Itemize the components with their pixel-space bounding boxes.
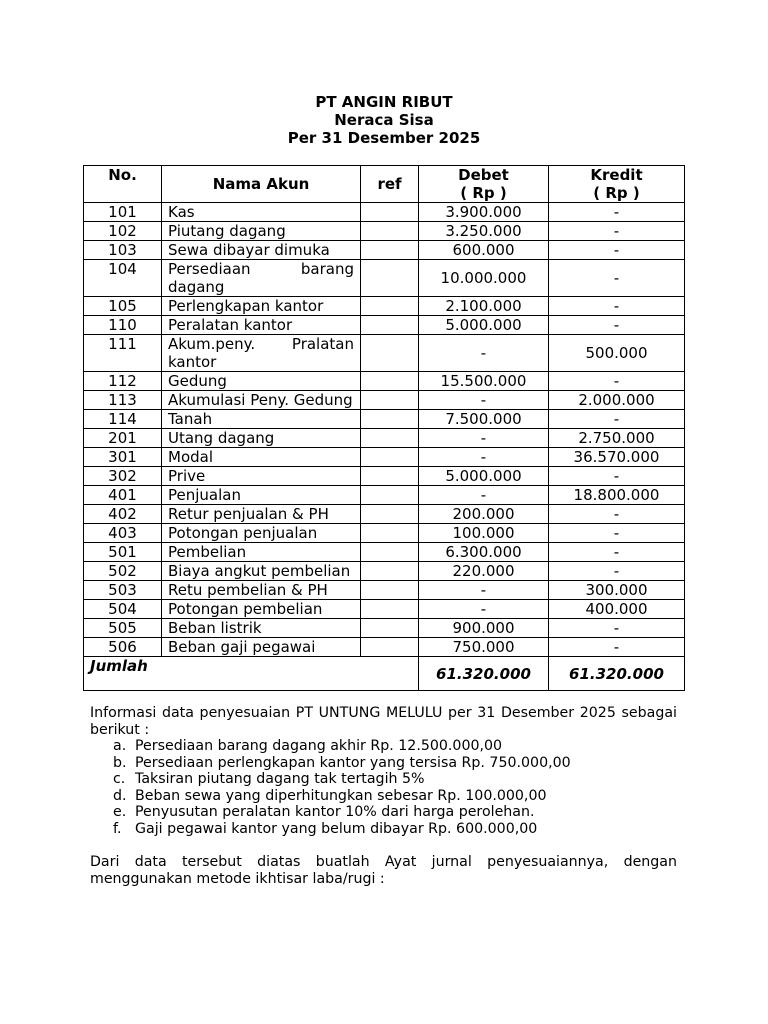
account-number: 105	[84, 297, 162, 316]
account-name: Gedung	[162, 372, 361, 391]
kredit-value: -	[549, 562, 685, 581]
table-header-row	[84, 166, 685, 203]
col-header-ref: ref	[361, 166, 419, 203]
table-row	[84, 448, 685, 467]
table-row	[84, 372, 685, 391]
list-item	[113, 755, 571, 772]
list-item-text: Penyusutan peralatan kantor 10% dari harga perolehan.	[135, 804, 535, 820]
account-ref	[361, 581, 419, 600]
table-row	[84, 505, 685, 524]
account-name: Potongan penjualan	[162, 524, 361, 543]
kredit-value: 18.800.000	[549, 486, 685, 505]
info-closing: Dari data tersebut diatas buatlah Ayat jurnal penyesuaiannya, dengan menggunakan metode ikhtisar laba/rugi :	[90, 854, 677, 887]
col-header-kredit	[549, 166, 685, 203]
debet-value: -	[419, 581, 549, 600]
debet-value: -	[419, 600, 549, 619]
account-number: 401	[84, 486, 162, 505]
kredit-value: -	[549, 410, 685, 429]
table-row	[84, 203, 685, 222]
account-number: 104	[84, 260, 162, 297]
account-ref	[361, 448, 419, 467]
debet-value: 6.300.000	[419, 543, 549, 562]
list-item-text: Gaji pegawai kantor yang belum dibayar Rp. 600.000,00	[135, 820, 538, 837]
kredit-value: 400.000	[549, 600, 685, 619]
account-name: Beban listrik	[162, 619, 361, 638]
debet-value: -	[419, 391, 549, 410]
kredit-value: -	[549, 222, 685, 241]
debet-value: -	[419, 486, 549, 505]
list-item-letter: e.	[113, 804, 127, 820]
account-number: 502	[84, 562, 162, 581]
debet-value: 200.000	[419, 505, 549, 524]
table-row	[84, 241, 685, 260]
kredit-value: -	[549, 372, 685, 391]
account-ref	[361, 486, 419, 505]
account-name: Sewa dibayar dimuka	[162, 241, 361, 260]
account-number: 301	[84, 448, 162, 467]
table-row	[84, 297, 685, 316]
debet-value: 900.000	[419, 619, 549, 638]
kredit-value: -	[549, 524, 685, 543]
list-item	[113, 821, 571, 838]
kredit-value: 300.000	[549, 581, 685, 600]
list-item	[113, 804, 571, 821]
debet-value: -	[419, 448, 549, 467]
account-number: 201	[84, 429, 162, 448]
account-ref	[361, 335, 419, 372]
total-label: Jumlah	[84, 657, 419, 691]
account-name: Biaya angkut pembelian	[162, 562, 361, 581]
table-row	[84, 410, 685, 429]
col-header-kredit-line1: Kredit	[590, 166, 643, 184]
table-row	[84, 619, 685, 638]
kredit-value: -	[549, 505, 685, 524]
account-number: 103	[84, 241, 162, 260]
kredit-value: -	[549, 467, 685, 486]
list-item-letter: c.	[113, 771, 126, 787]
account-name: Beban gaji pegawai	[162, 638, 361, 657]
total-kredit: 61.320.000	[549, 657, 685, 691]
account-name: Modal	[162, 448, 361, 467]
debet-value: 600.000	[419, 241, 549, 260]
list-item-letter: f.	[113, 820, 122, 837]
account-ref	[361, 372, 419, 391]
table-row	[84, 467, 685, 486]
debet-value: 750.000	[419, 638, 549, 657]
table-row	[84, 524, 685, 543]
table-row	[84, 391, 685, 410]
account-number: 504	[84, 600, 162, 619]
document-date: Per 31 Desember 2025	[287, 129, 481, 147]
debet-value: -	[419, 429, 549, 448]
kredit-value: 2.750.000	[549, 429, 685, 448]
account-ref	[361, 391, 419, 410]
list-item	[113, 788, 571, 805]
account-name: Penjualan	[162, 486, 361, 505]
document-title: Neraca Sisa	[334, 111, 434, 129]
account-name: Tanah	[162, 410, 361, 429]
account-number: 503	[84, 581, 162, 600]
table-row	[84, 335, 685, 372]
account-number: 102	[84, 222, 162, 241]
account-number: 302	[84, 467, 162, 486]
debet-value: 7.500.000	[419, 410, 549, 429]
account-name: Prive	[162, 467, 361, 486]
kredit-value: -	[549, 203, 685, 222]
col-header-debet-line2: ( Rp )	[460, 184, 507, 202]
total-debet: 61.320.000	[419, 657, 549, 691]
account-number: 111	[84, 335, 162, 372]
table-row	[84, 486, 685, 505]
account-name: Persediaan barang dagang	[162, 260, 361, 297]
col-header-debet-line1: Debet	[458, 166, 509, 184]
account-number: 110	[84, 316, 162, 335]
account-number: 114	[84, 410, 162, 429]
kredit-value: -	[549, 619, 685, 638]
account-name: Perlengkapan kantor	[162, 297, 361, 316]
account-ref	[361, 524, 419, 543]
debet-value: 220.000	[419, 562, 549, 581]
account-ref	[361, 600, 419, 619]
account-name: Kas	[162, 203, 361, 222]
list-item	[113, 738, 571, 755]
table-row	[84, 222, 685, 241]
col-header-name: Nama Akun	[162, 166, 361, 203]
account-ref	[361, 222, 419, 241]
account-number: 112	[84, 372, 162, 391]
account-name: Potongan pembelian	[162, 600, 361, 619]
list-item-text: Beban sewa yang diperhitungkan sebesar Rp. 100.000,00	[135, 787, 547, 804]
account-ref	[361, 203, 419, 222]
list-item-text: Taksiran piutang dagang tak tertagih 5%	[135, 771, 425, 787]
table-row	[84, 638, 685, 657]
list-item	[113, 771, 571, 788]
table-row	[84, 429, 685, 448]
account-number: 113	[84, 391, 162, 410]
adjustment-list	[113, 738, 571, 837]
account-number: 505	[84, 619, 162, 638]
account-name: Retu pembelian & PH	[162, 581, 361, 600]
account-name: Akumulasi Peny. Gedung	[162, 391, 361, 410]
list-item-letter: a.	[113, 738, 127, 754]
list-item-letter: d.	[113, 787, 127, 804]
account-number: 101	[84, 203, 162, 222]
account-ref	[361, 467, 419, 486]
list-item-text: Persediaan barang dagang akhir Rp. 12.500.000,00	[135, 738, 503, 754]
account-name: Peralatan kantor	[162, 316, 361, 335]
list-item-text: Persediaan perlengkapan kantor yang tersisa Rp. 750.000,00	[135, 754, 571, 771]
account-name: Piutang dagang	[162, 222, 361, 241]
debet-value: 5.000.000	[419, 316, 549, 335]
account-ref	[361, 543, 419, 562]
account-ref	[361, 297, 419, 316]
trial-balance-table	[83, 165, 685, 691]
account-ref	[361, 638, 419, 657]
debet-value: 5.000.000	[419, 467, 549, 486]
account-number: 501	[84, 543, 162, 562]
account-name: Utang dagang	[162, 429, 361, 448]
col-header-no: No.	[84, 166, 162, 203]
debet-value: 15.500.000	[419, 372, 549, 391]
table-row	[84, 581, 685, 600]
kredit-value: 500.000	[549, 335, 685, 372]
kredit-value: -	[549, 543, 685, 562]
debet-value: -	[419, 335, 549, 372]
account-ref	[361, 505, 419, 524]
kredit-value: 2.000.000	[549, 391, 685, 410]
kredit-value: -	[549, 241, 685, 260]
account-ref	[361, 260, 419, 297]
table-row	[84, 562, 685, 581]
account-number: 402	[84, 505, 162, 524]
account-number: 506	[84, 638, 162, 657]
account-ref	[361, 619, 419, 638]
debet-value: 3.900.000	[419, 203, 549, 222]
account-ref	[361, 241, 419, 260]
col-header-debet	[419, 166, 549, 203]
table-row	[84, 260, 685, 297]
account-name: Retur penjualan & PH	[162, 505, 361, 524]
account-ref	[361, 316, 419, 335]
table-row	[84, 600, 685, 619]
table-total-row	[84, 657, 685, 691]
kredit-value: 36.570.000	[549, 448, 685, 467]
kredit-value: -	[549, 260, 685, 297]
debet-value: 3.250.000	[419, 222, 549, 241]
info-intro: Informasi data penyesuaian PT UNTUNG MELULU per 31 Desember 2025 sebagai berikut :	[90, 705, 677, 738]
kredit-value: -	[549, 638, 685, 657]
account-name: Akum.peny. Pralatan kantor	[162, 335, 361, 372]
account-number: 403	[84, 524, 162, 543]
company-name: PT ANGIN RIBUT	[315, 93, 453, 111]
account-name: Pembelian	[162, 543, 361, 562]
debet-value: 10.000.000	[419, 260, 549, 297]
table-row	[84, 543, 685, 562]
debet-value: 2.100.000	[419, 297, 549, 316]
account-ref	[361, 429, 419, 448]
account-ref	[361, 562, 419, 581]
account-ref	[361, 410, 419, 429]
col-header-kredit-line2: ( Rp )	[593, 184, 640, 202]
table-row	[84, 316, 685, 335]
kredit-value: -	[549, 297, 685, 316]
list-item-letter: b.	[113, 754, 127, 771]
debet-value: 100.000	[419, 524, 549, 543]
kredit-value: -	[549, 316, 685, 335]
